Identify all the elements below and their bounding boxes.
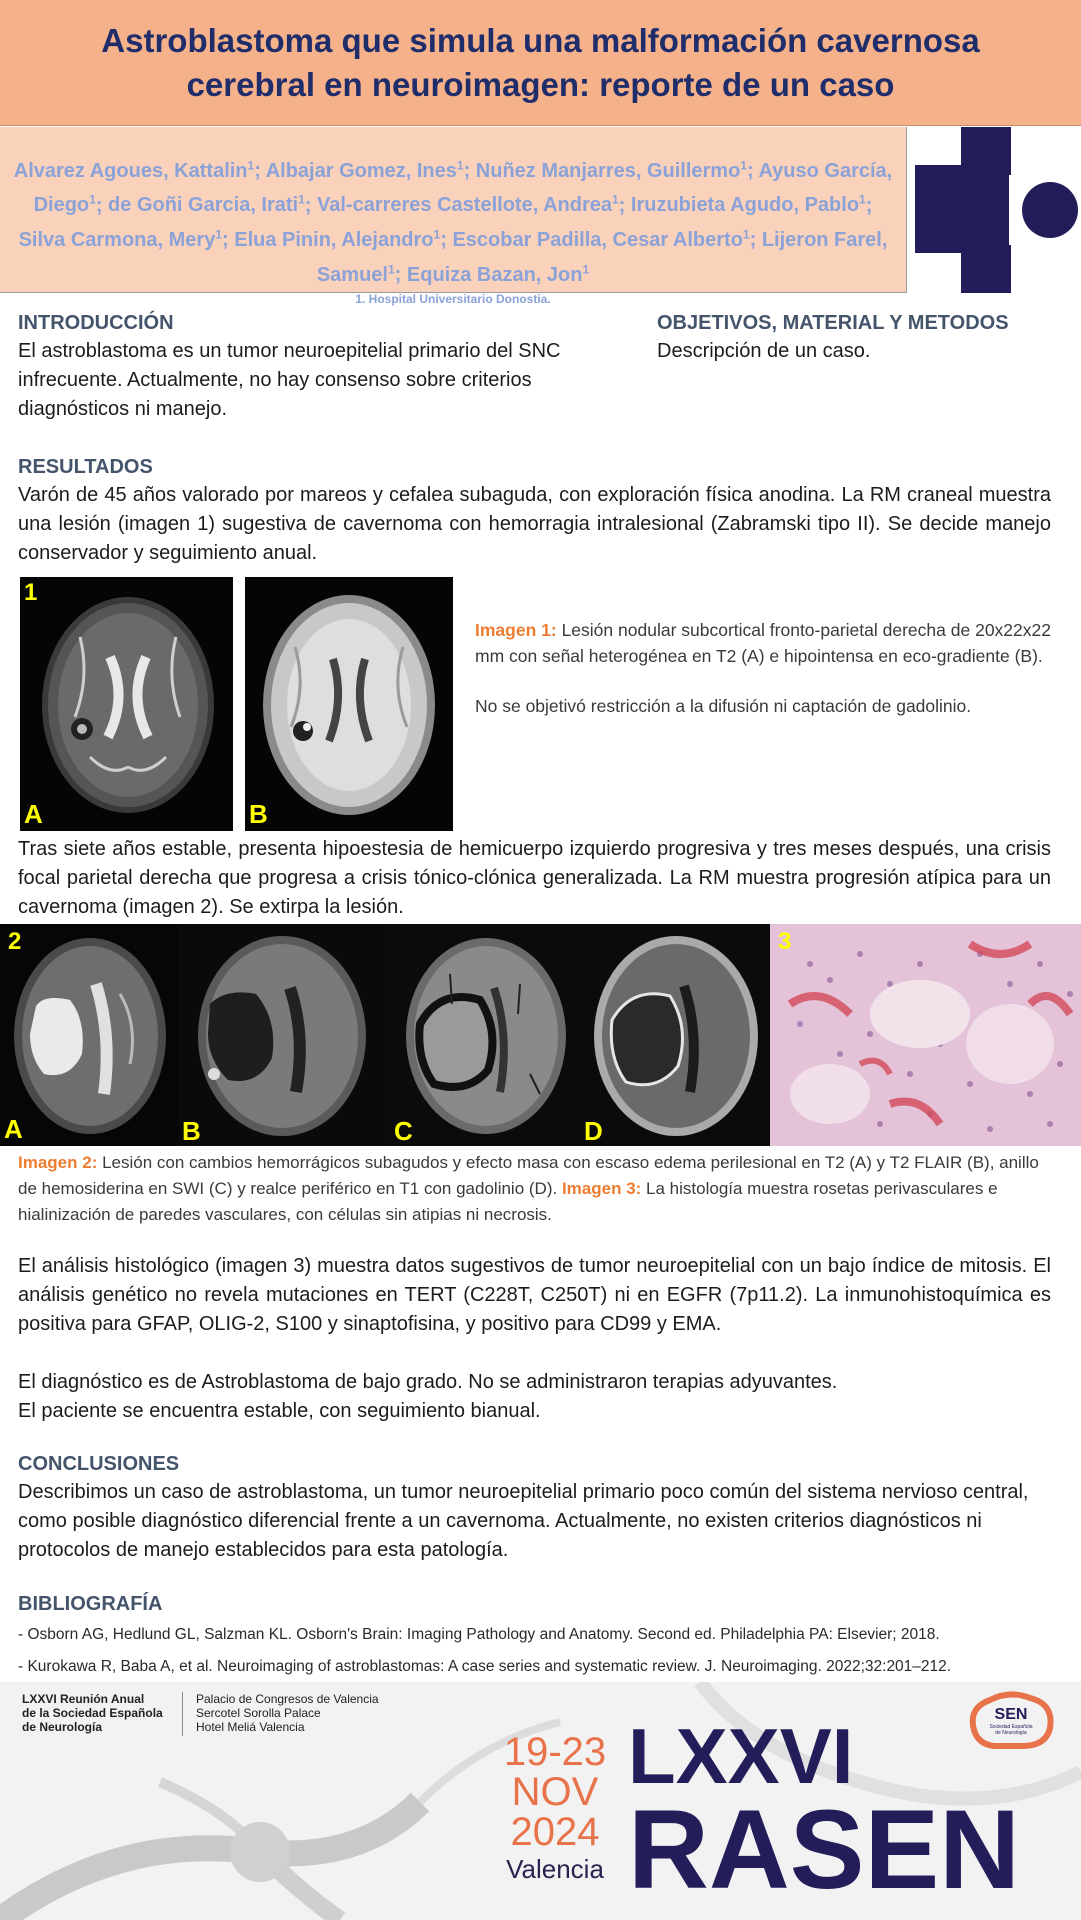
results-paragraph-4b: El paciente se encuentra estable, con seguimiento bianual. <box>18 1400 541 1422</box>
venue-list <box>196 1692 379 1734</box>
author-affiliation-mark: 1 <box>740 158 747 172</box>
hospital-logo-icon <box>915 127 1081 293</box>
mri-t2-image <box>0 924 178 1146</box>
image2-label-d: D <box>584 1116 603 1146</box>
conference-month: NOV <box>511 1770 599 1814</box>
author-affiliation-mark: 1 <box>611 192 619 207</box>
results-paragraph-4-wrap <box>18 1368 1051 1426</box>
affiliation: 1. Hospital Universitario Donostia. <box>355 291 551 306</box>
venue-line-3: Hotel Meliá Valencia <box>196 1720 305 1734</box>
author-list: Alvarez Agoues, Kattalin$^1$; Albajar Gomez, Ines$^1$; Nuñez Manjarres, Guillermo$^1$; Ayuso García, Diego$^1$; de Goñi Garcia, Irati$^1$; Val-carreres Castellote, Andrea$^1$; Iruzubieta Agudo, Pablo$^1$; Silva Carmona, Mery$^1$; Elua Pinin, Alejandro$^1$; Escobar Padilla, Cesar Alberto$^1$; Lijeron Farel, Samuel$^1$; Equiza Bazan, Jon$^1$ <box>13 158 893 286</box>
author-affiliation-mark: 1 <box>742 227 750 242</box>
meeting-line-3: de Neurología <box>22 1720 103 1734</box>
conference-city: Valencia <box>506 1854 604 1884</box>
poster-title-band <box>0 0 1081 126</box>
image1-label-b: B <box>249 799 268 829</box>
results-section <box>18 456 1051 568</box>
objectives-section <box>657 312 1067 366</box>
author-affiliation-mark: 1 <box>859 192 866 207</box>
image1-caption <box>475 617 1051 719</box>
authors-box <box>0 127 907 306</box>
hospital-logo <box>915 127 1081 293</box>
author-name: Escobar Padilla, Cesar Alberto$^1$ <box>452 227 750 251</box>
author-affiliation-mark: 1 <box>456 158 464 172</box>
footer-divider <box>182 1692 183 1736</box>
mri-t2-axial-image <box>20 577 233 831</box>
author-name: Equiza Bazan, Jon$^1$ <box>406 261 590 286</box>
author-affiliation-mark: 1 <box>298 192 305 207</box>
image2-panel-b <box>178 924 390 1146</box>
meeting-name <box>22 1692 163 1734</box>
conference-dates <box>480 1732 630 1886</box>
sen-subtitle-line-2: de Neurología <box>995 1730 1027 1736</box>
image2-label-a: A <box>4 1114 23 1144</box>
image3-caption-body: La histología muestra rosetas perivasculares e hialinización de paredes vasculares, con células sin atipias ni necrosis. <box>18 1179 998 1224</box>
mri-gradient-echo-image <box>245 577 453 831</box>
author-affiliation-mark: 1 <box>433 227 441 242</box>
title-line-2: cerebral en neuroimagen: reporte de un caso <box>186 65 895 103</box>
meeting-line-1: LXXVI Reunión Anual <box>22 1692 145 1706</box>
sen-logo-subtitle <box>964 1724 1058 1736</box>
intro-text: El astroblastoma es un tumor neuroepitelial primario del SNC infrecuente. Actualmente, no hay consenso sobre criterios diagnósticos ni manejo. <box>18 340 561 420</box>
sen-logo-text: SEN <box>994 1706 1028 1723</box>
author-name: Elua Pinin, Alejandro$^1$ <box>234 227 441 251</box>
author-name: Iruzubieta Agudo, Pablo$^1$ <box>630 192 866 217</box>
image1-caption-note: No se objetivó restricción a la difusión ni captación de gadolinio. <box>475 696 972 716</box>
image2-label-c: C <box>394 1116 413 1146</box>
author-name: Val-carreres Castellote, Andrea$^1$ <box>317 192 619 217</box>
image2-caption-body: Lesión con cambios hemorrágicos subagudos y efecto masa con escaso edema perilesional en T2 (A) y T2 FLAIR (B), anillo de hemosiderina en SWI (C) y realce periférico en T1 con gadolinio (D). <box>18 1153 1039 1198</box>
poster-title <box>41 19 1041 107</box>
author-affiliation-mark: 1 <box>89 192 96 207</box>
image1-label-a: A <box>24 799 43 829</box>
image2-panel-c <box>390 924 580 1146</box>
image1-panel-b <box>245 577 453 831</box>
sen-logo <box>964 1690 1058 1754</box>
image3-number-label: 3 <box>778 928 792 955</box>
title-line-1: Astroblastoma que simula una malformación cavernosa <box>101 21 980 59</box>
author-affiliation-mark: 1 <box>387 261 395 276</box>
image3-caption-title: Imagen 3: <box>561 1179 642 1198</box>
image1-caption-title: Imagen 1: <box>475 620 557 640</box>
author-name: Nuñez Manjarres, Guillermo$^1$ <box>475 158 747 182</box>
image2-number-label: 2 <box>8 928 22 955</box>
bibliography-item-2: - Kurokawa R, Baba A, et al. Neuroimaging of astroblastomas: A case series and systematic review. J. Neuroimaging. 2022;32:201–212. <box>18 1658 952 1675</box>
image1-number-label: 1 <box>24 579 38 606</box>
conclusions-heading: CONCLUSIONES <box>18 1453 180 1475</box>
histology-image <box>770 924 1081 1146</box>
results-paragraph-1: Varón de 45 años valorado por mareos y cefalea subaguda, con exploración física anodina. La RM craneal muestra una lesión (imagen 1) sugestiva de cavernoma con hemorragia intralesional (Zabramski tipo II). Se decide manejo conservador y seguimiento anual. <box>18 484 1051 564</box>
image2-caption-title: Imagen 2: <box>18 1153 98 1172</box>
objectives-text: Descripción de un caso. <box>657 340 871 362</box>
bibliography-item-1: - Osborn AG, Hedlund GL, Salzman KL. Osborn's Brain: Imaging Pathology and Anatomy. Second ed. Philadelphia PA: Elsevier; 2018. <box>18 1626 940 1643</box>
meeting-line-2: de la Sociedad Española <box>22 1706 163 1720</box>
venue-line-1: Palacio de Congresos de Valencia <box>196 1692 379 1706</box>
image3-panel <box>770 924 1081 1146</box>
image2-panel-a <box>0 924 178 1146</box>
bibliography-heading: BIBLIOGRAFÍA <box>18 1593 163 1615</box>
image2-3-caption-text <box>18 1150 1051 1228</box>
author-name: de Goñi Garcia, Irati$^1$ <box>108 192 305 217</box>
image1-panel-a <box>20 577 233 831</box>
results-paragraph-3-wrap <box>18 1252 1051 1339</box>
author-name: Ayuso García, Diego$^1$ <box>33 159 893 217</box>
conference-event-name: RASEN <box>628 1787 1021 1912</box>
image2-3-caption <box>18 1150 1051 1228</box>
conference-day-range: 19-23 <box>503 1730 607 1774</box>
results-paragraph-2-wrap <box>18 835 1051 922</box>
conclusions-text: Describimos un caso de astroblastoma, un tumor neuroepitelial primario poco común del sistema nervioso central, como posible diagnóstico diferencial frente a un cavernoma. Actualmente, no existen criterios diagnósticos ni protocolos de manejo establecidos para esta patología. <box>18 1481 1029 1561</box>
objectives-heading: OBJETIVOS, MATERIAL Y METODOS <box>657 312 1009 334</box>
sen-subtitle-line-1: Sociedad Española <box>989 1724 1033 1730</box>
image2-label-b: B <box>182 1116 201 1146</box>
image1-caption-body: Lesión nodular subcortical fronto-parietal derecha de 20x22x22 mm con señal heterogénea en T2 (A) e hipointensa en eco-gradiente (B). <box>475 620 1051 666</box>
bibliography-section <box>18 1593 1068 1678</box>
image2-panel-d <box>580 924 770 1146</box>
mri-t1-gadolinium-image <box>580 924 770 1146</box>
results-paragraph-2: Tras siete años estable, presenta hipoestesia de hemicuerpo izquierdo progresiva y tres meses después, una crisis focal parietal derecha que progresa a crisis tónico-clónica generalizada. La RM muestra progresión atípica para un cavernoma (imagen 2). Se extirpa la lesión. <box>18 838 1051 918</box>
conclusions-section <box>18 1453 1051 1565</box>
author-name: Silva Carmona, Mery$^1$ <box>18 227 223 251</box>
results-paragraph-4a: El diagnóstico es de Astroblastoma de bajo grado. No se administraron terapias adyuvantes. <box>18 1371 838 1393</box>
intro-section <box>18 312 630 424</box>
author-name: Lijeron Farel, Samuel$^1$ <box>316 228 888 286</box>
conference-edition: LXXVI <box>628 1712 854 1800</box>
conference-footer <box>0 1682 1081 1920</box>
mri-flair-image <box>178 924 390 1146</box>
author-name: Alvarez Agoues, Kattalin$^1$ <box>13 158 255 182</box>
author-affiliation-mark: 1 <box>215 227 223 242</box>
author-affiliation-mark: 1 <box>247 158 255 172</box>
mri-swi-image <box>390 924 580 1146</box>
results-paragraph-3: El análisis histológico (imagen 3) muestra datos sugestivos de tumor neuroepitelial con un bajo índice de mitosis. El análisis genético no revela mutaciones en TERT (C228T, C250T) ni en EGFR (7p11.2). La inmunohistoquímica es positiva para GFAP, OLIG-2, S100 y sinaptofisina, y positivo para CD99 y EMA. <box>18 1255 1051 1335</box>
venue-line-2: Sercotel Sorolla Palace <box>196 1706 321 1720</box>
results-heading: RESULTADOS <box>18 456 153 478</box>
conference-year: 2024 <box>510 1810 600 1854</box>
image1-caption-text <box>475 617 1051 669</box>
intro-heading: INTRODUCCIÓN <box>18 312 174 334</box>
author-name: Albajar Gomez, Ines$^1$ <box>265 158 464 182</box>
author-affiliation-mark: 1 <box>582 261 590 276</box>
